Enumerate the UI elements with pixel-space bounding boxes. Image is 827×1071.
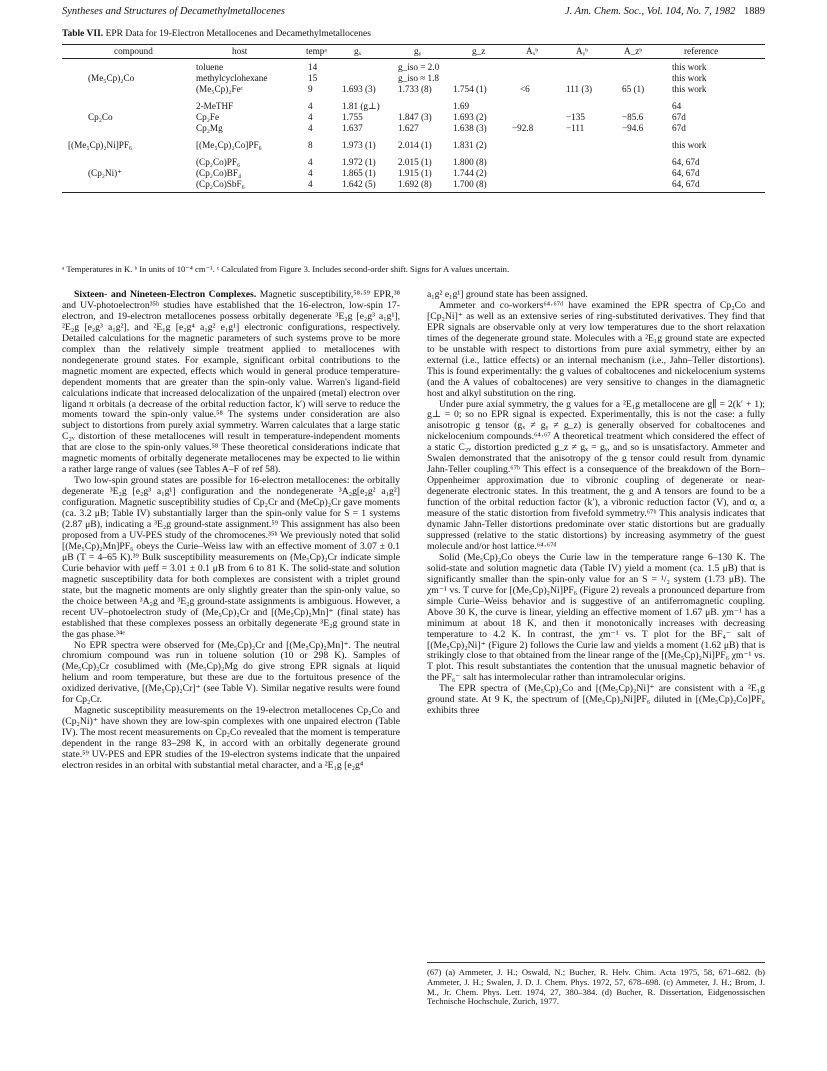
header-az: A_zᵇ <box>624 46 643 56</box>
cell-ay: −135 <box>566 112 585 122</box>
cell-temp: 4 <box>308 123 313 133</box>
header-temp: tempᵃ <box>306 46 327 56</box>
header-compound: compound <box>114 46 153 56</box>
header-gy: gᵧ <box>414 46 422 56</box>
cell-temp: 8 <box>308 140 313 150</box>
cell-reference: 64, 67d <box>672 168 700 178</box>
cell-host: Cp₂Mg <box>196 123 223 133</box>
cell-temp: 4 <box>308 179 313 189</box>
cell-gy: 1.692 (8) <box>398 179 432 189</box>
cell-ax: <6 <box>520 84 530 94</box>
table-row <box>62 157 765 168</box>
cell-host: [(Me₅Cp)₂Co]PF₆ <box>196 140 262 150</box>
cell-temp: 9 <box>308 84 313 94</box>
references-footnote: (67) (a) Ammeter, J. H.; Oswald, N.; Bucher, R. Helv. Chim. Acta 1975, 58, 671–682. (b) Ammeter, J. H.; Swalen, J. D. J. Chem. Phys. 1972, 57, 678–698. (c) Ammeter, J. H.; Brom, J. M., Jr. Chem. Phys. Lett. 1974, 27, 380–384. (d) Bucher, R. Dissertation, Eidgenossischen Technische Hochschule, Zurich, 1977. <box>427 962 765 1007</box>
paragraph-text: Magnetic susceptibility,⁵⁸·⁵⁹ EPR,³⁸ and UV-photoelectron³⁵ʰ studies have established that the 16-electron, low-spin 17-electron, and 19-electron metallocenes possess orbitally degenerate ³E₂g [e₂g³ a₁g¹], ²E₂g [e₂g³ a₁g²], and ²E₁g [e₂g⁴ a₁g² e₁g¹] electronic configurations, respectively. Detailed calculations for the magnetic parameters of such systems prove to be more complex than the relatively simple treatment applied to metallocenes with nondegenerate ground states. For example, significant orbital contributions to the magnetic moment are expected, effects which would in general produce temperature-dependent moments that are greater than the spin-only value. Warren's ligand-field calculations indicate that increased delocalization of the unpaired (metal) electron over ligand π orbitals (a decrease of the orbital reduction factor, k′) will serve to reduce the moments toward the spin-only value.⁵⁸ The systems under consideration are also subject to distortions from purely axial symmetry. Warren calculates that a large static C₂ᵥ distortion of these metallocenes will result in temperature-independent moments that are close to the spin-only values.⁵⁸ These theoretical considerations indicate that magnetic moments of orbitally degenerate metallocenes may be expected to lie within a rather large range of values (see Tables A–F of ref 58). <box>62 289 400 476</box>
cell-gx: 1.693 (3) <box>342 84 376 94</box>
cell-compound: [(Me₅Cp)₂Ni]PF₆ <box>68 140 133 150</box>
cell-host: (Cp₂Co)SbF₆ <box>196 179 245 189</box>
right-text-column <box>427 290 765 717</box>
cell-gz: 1.744 (2) <box>453 168 487 178</box>
cell-temp: 4 <box>308 168 313 178</box>
cell-gz: 1.831 (2) <box>453 140 487 150</box>
running-header <box>62 6 765 22</box>
table-row <box>62 62 765 73</box>
cell-reference: this work <box>672 73 707 83</box>
cell-gy: 1.733 (8) <box>398 84 432 94</box>
cell-gx: 1.81 (g⊥) <box>342 101 380 111</box>
cell-compound: Cp₂Co <box>88 112 113 122</box>
cell-gx: 1.755 <box>342 112 363 122</box>
header-gz: g_z <box>472 46 486 56</box>
cell-gx: 1.972 (1) <box>342 157 376 167</box>
table-label: Table VII. <box>62 29 104 39</box>
paragraph: Under pure axial symmetry, the g values for a ²E₁g metallocene are g∥ = 2(k′ + 1); g⊥ = 0; so no EPR signal is expected. Experimentally, this is not the case: a fully anisotropic g tensor (gₓ ≠ gᵧ ≠ g_z) is generally observed for cobaltocenes and nickelocenium compounds.⁶⁴·⁶⁷ A theoretical treatment which considered the effect of a static C₂ᵥ distortion predicted g_z ≠ gₓ = gᵧ, and so is unsatisfactory. Ammeter and Swalen demonstrated that the anisotropy of the g tensor could result from dynamic Jahn-Teller coupling.⁶⁷ᵇ This effect is a consequence of the breakdown of the Born–Oppenheimer approximation due to vibronic coupling of degenerate or near-degenerate electronic states. In this treatment, the g and A tensors are found to be a function of the orbital reduction factor (k′), a vibronic reduction factor (V), and α, a measure of the static distortion from fivefold symmetry.⁶⁷ᵇ This analysis indicates that dynamic Jahn-Teller distortions predominate over static distortions but are gradually suppressed (relative to the static distortions) by increasing asymmetry of the guest molecule and/or host lattice.⁶⁴·⁶⁷ᵈ <box>427 398 765 552</box>
table-row <box>62 140 765 151</box>
cell-host: Cp₂Fe <box>196 112 220 122</box>
cell-gz: 1.700 (8) <box>453 179 487 189</box>
cell-gx: 1.973 (1) <box>342 140 376 150</box>
table-row <box>62 112 765 123</box>
header-ax: Aₓᵇ <box>526 46 539 56</box>
paragraph: Magnetic susceptibility measurements on the 19-electron metallocenes Cp₂Co and (Cp₂Ni)⁺ have shown they are low-spin complexes with one unpaired electron (Table IV). The most recent measurements on Cp₂Co revealed that the moment is temperature dependent in the range 83–298 K, in accord with an orbitally degenerate ground state.⁵⁹ UV-PES and EPR studies of the 19-electron systems indicate that the unpaired electron resides in an orbital with substantial metal character, and a ²E₁g [e₂g⁴ <box>62 705 400 771</box>
cell-gx: 1.637 <box>342 123 363 133</box>
cell-gz: 1.693 (2) <box>453 112 487 122</box>
cell-ax: −92.8 <box>512 123 534 133</box>
table-header-row <box>62 45 765 59</box>
cell-gz: 1.754 (1) <box>453 84 487 94</box>
table-row <box>62 101 765 112</box>
cell-temp: 4 <box>308 157 313 167</box>
cell-reference: 64, 67d <box>672 179 700 189</box>
table-row <box>62 73 765 84</box>
cell-ay: −111 <box>566 123 585 133</box>
header-reference: reference <box>684 46 719 56</box>
cell-reference: this work <box>672 140 707 150</box>
cell-gy: g_iso = 2.0 <box>398 62 440 72</box>
cell-compound: (Cp₂Ni)⁺ <box>88 168 123 178</box>
cell-reference: this work <box>672 84 707 94</box>
cell-gz: 1.638 (3) <box>453 123 487 133</box>
cell-az: −94.6 <box>622 123 644 133</box>
cell-gx: 1.865 (1) <box>342 168 376 178</box>
cell-az: 65 (1) <box>622 84 645 94</box>
left-text-column <box>62 290 400 772</box>
cell-temp: 15 <box>308 73 318 83</box>
paragraph: Two low-spin ground states are possible for 16-electron metallocenes: the orbitally degenerate ³E₂g [e₂g³ a₁g¹] configuration and the nondegenerate ³A₂g[e₂g² a₁g²] configuration. Magnetic susceptibility studies of Cp₂Cr and (MeCp)₂Cr gave moments (ca. 3.2 μB; Table IV) substantially larger than the spin-only value for S = 1 systems (2.87 μB), indicating a ³E₂g ground-state assignment.⁵⁹ This assignment has also been proposed from a UV-PES study of the chromocenes.³⁵ʰ We previously noted that solid [(Me₅Cp)₂Mn]PF₆ obeys the Curie–Weiss law with an effective moment of 3.07 ± 0.1 μB (T = 4–65 K).³⁹ Bulk susceptibility measurements on (Me₅Cp)₂Cr indicate simple Curie behavior with μeff = 3.01 ± 0.1 μB from 6 to 81 K. The solid-state and solution magnetic susceptibility data for both complexes are consistent with a triplet ground state, but the magnetic moments are only slightly greater than the spin-only value, so the choice between ³A₂g and ³E₂g ground-state assignments is ambiguous. However, a recent UV–photoelectron study of (Me₅Cp)₂Cr and [(Me₅Cp)₂Mn]⁺ (final state) has established that these complexes possess an orbitally degenerate ³E₂g ground state in the gas phase.³⁴ᵉ <box>62 475 400 640</box>
table-footnote: ᵃ Temperatures in K. ᵇ In units of 10⁻⁴ cm⁻¹. ᶜ Calculated from Figure 3. Includes second-order shift. Signs for A values uncertain. <box>62 264 510 274</box>
section-heading: Sixteen- and Nineteen-Electron Complexes. <box>74 289 257 300</box>
cell-host: 2-MeTHF <box>196 101 234 111</box>
paragraph: Solid (Me₅Cp)₂Co obeys the Curie law in the temperature range 6–130 K. The solid-state and solution magnetic data (Table IV) yield a moment (ca. 1.5 μB) that is significantly smaller than the spin-only value for an S = ¹/₂ system (1.73 μB). The χm⁻¹ vs. T curve for [(Me₅Cp)₂Ni]PF₆ (Figure 2) reveals a pronounced departure from simple Curie–Weiss behavior and is suggestive of an antiferromagnetic coupling. Above 30 K, the curve is linear, yielding an effective moment of 1.67 μB. χm⁻¹ has a minimum at about 18 K, and then it monotonically increases with decreasing temperature to 4.2 K. In contrast, the χm⁻¹ vs. T plot for the BF₄⁻ salt of [(Me₅Cp)₂Ni]⁺ (Figure 2) follows the Curie law and yields a moment (1.62 μB) that is strikingly close to that obtained from the linear range of the [(Me₅Cp)₂Ni]PF₆ χm⁻¹ vs. T plot. This result substantiates the contention that the unusual magnetic behavior of the PF₆⁻ salt has intermolecular rather than intramolecular origins. <box>427 551 765 684</box>
cell-gy: 1.627 <box>398 123 419 133</box>
cell-gy: 1.915 (1) <box>398 168 432 178</box>
cell-reference: 64, 67d <box>672 157 700 167</box>
cell-host: (Me₅Cp)₂Feᶜ <box>196 84 244 94</box>
cell-host: (Cp₂Co)BF₄ <box>196 168 242 178</box>
header-host: host <box>232 46 248 56</box>
paragraph <box>62 290 400 476</box>
cell-temp: 4 <box>308 101 313 111</box>
table-title-text: EPR Data for 19-Electron Metallocenes and Decamethylmetallocenes <box>105 29 371 39</box>
header-ay: Aᵧᵇ <box>576 46 588 56</box>
epr-data-table <box>62 44 765 193</box>
cell-gy: 2.014 (1) <box>398 140 432 150</box>
table-row <box>62 179 765 190</box>
journal-name: J. Am. Chem. Soc., Vol. 104, No. 7, 1982 <box>564 6 736 17</box>
paragraph: a₁g² e₁g¹] ground state has been assigned. <box>427 289 588 300</box>
cell-gz: 1.69 <box>453 101 470 111</box>
cell-reference: 67d <box>672 112 686 122</box>
cell-gy: 2.015 (1) <box>398 157 432 167</box>
paragraph: The EPR spectra of (Me₅Cp)₂Co and [(Me₅Cp)₂Ni]⁺ are consistent with a ²E₁g ground state. At 9 K, the spectrum of [(Me₅Cp)₂Ni]PF₆ diluted in [(Me₅Cp)₂Co]PF₆ exhibits three <box>427 683 765 717</box>
cell-temp: 4 <box>308 112 313 122</box>
paragraph: Ammeter and co-workers⁶⁴·⁶⁷ᵈ have examined the EPR spectra of Cp₂Co and [Cp₂Ni]⁺ as well as an extensive series of ring-substituted derivatives. They find that EPR signals are observable only at very low temperatures due to the short relaxation times of the degenerate ground state. Molecules with a ²E₁g ground state are expected to be unstable with respect to distortions from pure axial symmetry, either by an external (i.e., lattice effects) or an internal mechanism (i.e., Jahn–Teller distortions). This is found experimentally: the g values of cobaltocenes and nickelocenium systems (and the A values of cobaltocenes) are very sensitive to changes in the diamagnetic host and alkyl substitution on the ring. <box>427 299 765 399</box>
cell-temp: 14 <box>308 62 318 72</box>
table-row <box>62 168 765 179</box>
cell-gy: 1.847 (3) <box>398 112 432 122</box>
cell-host: methylcyclohexane <box>196 73 268 83</box>
cell-gz: 1.800 (8) <box>453 157 487 167</box>
page-number: 1889 <box>744 6 765 17</box>
table-row <box>62 123 765 134</box>
cell-reference: this work <box>672 62 707 72</box>
cell-reference: 64 <box>672 101 682 111</box>
cell-az: −85.6 <box>622 112 644 122</box>
paragraph: No EPR spectra were observed for (Me₅Cp)₂Cr and [(Me₅Cp)₂Mn]⁺. The neutral chromium compound was run in toluene solution (10 or 298 K). Samples of (Me₅Cp)₂Cr cosublimed with (Me₅Cp)₂Mg do give strong EPR signals at liquid helium and room temperature, but these are due to the fortuitous presence of the oxidized derivative, [(Me₅Cp)₂Cr]⁺ (see Table V). Similar negative results were found for Cp₂Cr. <box>62 639 400 706</box>
table-row <box>62 84 765 95</box>
cell-reference: 67d <box>672 123 686 133</box>
table-caption <box>62 29 371 39</box>
header-gx: gₓ <box>354 46 362 56</box>
cell-host: toluene <box>196 62 224 72</box>
cell-host: (Cp₂Co)PF₆ <box>196 157 241 167</box>
cell-ay: 111 (3) <box>566 84 593 94</box>
running-title: Syntheses and Structures of Decamethylmetallocenes <box>62 6 285 17</box>
cell-gx: 1.642 (5) <box>342 179 376 189</box>
cell-gy: g_iso ≈ 1.8 <box>398 73 440 83</box>
journal-citation <box>565 6 765 17</box>
cell-compound: (Me₅Cp)₂Co <box>88 73 135 83</box>
